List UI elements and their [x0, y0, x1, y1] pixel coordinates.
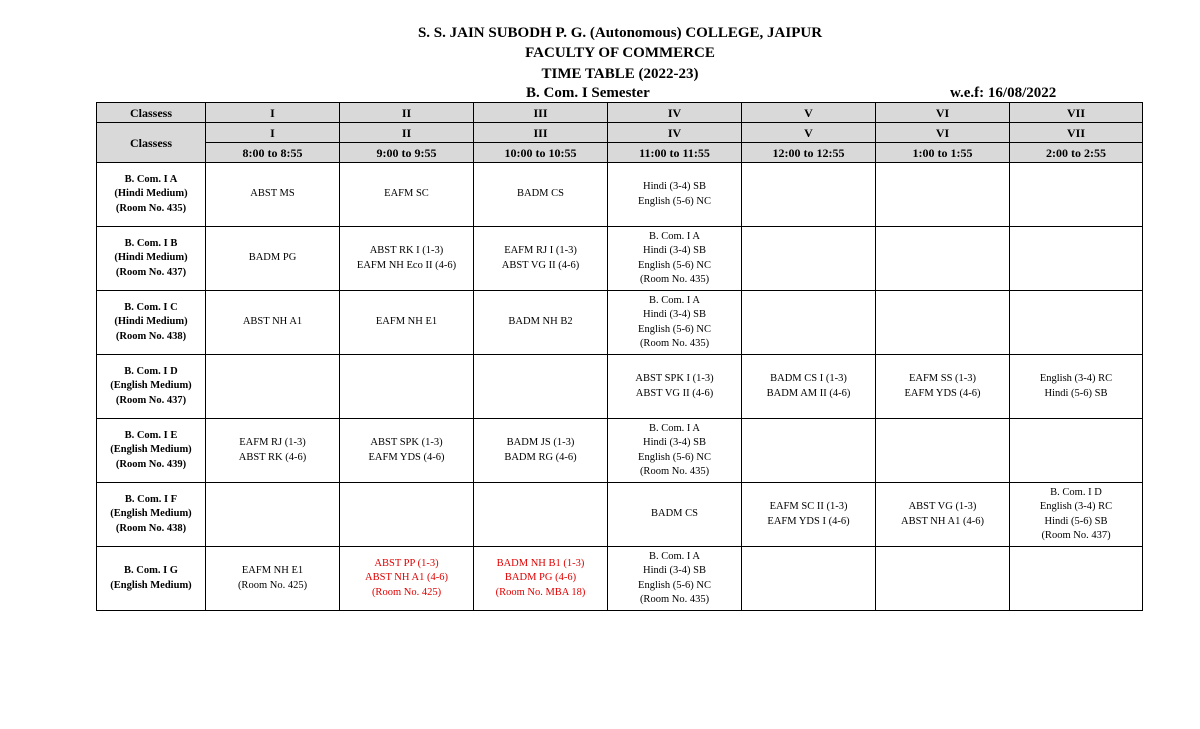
schedule-line: B. Com. I A — [648, 422, 701, 434]
period-header-cell: II — [340, 103, 474, 123]
schedule-line: Hindi (3-4) SB — [643, 437, 706, 448]
schedule-cell — [340, 419, 474, 483]
class-name-line: (Hindi Medium) — [114, 316, 188, 328]
class-row — [97, 419, 1143, 483]
schedule-cell — [340, 227, 474, 291]
class-name-line: B. Com. I A — [124, 173, 178, 185]
schedule-cell — [1010, 355, 1143, 419]
period-header-cell: VI — [876, 103, 1010, 123]
class-name-cell — [97, 547, 206, 611]
wef-date: w.e.f: 16/08/2022 — [950, 85, 1057, 101]
period-header-cell: V — [742, 123, 876, 143]
schedule-line: B. Com. I D — [1050, 486, 1102, 498]
schedule-line: English (3-4) RC — [1039, 501, 1113, 512]
schedule-line: Hindi (3-4) SB — [643, 181, 706, 192]
class-name-line: (English Medium) — [110, 508, 192, 520]
class-name-line: (Room No. 437) — [115, 266, 187, 278]
timetable-title: TIME TABLE (2022-23) — [541, 66, 699, 82]
time-header-row — [97, 143, 1143, 163]
schedule-line: BADM CS I (1-3) — [770, 373, 847, 384]
schedule-line: (Room No. 425) — [237, 579, 308, 591]
class-name-cell — [97, 291, 206, 355]
class-name-line: B. Com. I F — [124, 493, 178, 505]
classes-header-cell: Classess — [97, 103, 206, 123]
schedule-cell — [742, 227, 876, 291]
schedule-line: Hindi (3-4) SB — [643, 309, 706, 320]
class-row — [97, 547, 1143, 611]
schedule-line: Hindi (5-6) SB — [1044, 515, 1108, 527]
schedule-line: ABST VG II (4-6) — [501, 259, 580, 271]
period-header-cell: I — [206, 123, 340, 143]
period-header-cell: II — [340, 123, 474, 143]
class-row — [97, 227, 1143, 291]
schedule-line: (Room No. 435) — [639, 466, 710, 477]
semester-label: B. Com. I Semester — [526, 85, 650, 101]
schedule-cell — [206, 483, 340, 547]
period-header-cell: VI — [876, 123, 1010, 143]
class-row — [97, 163, 1143, 227]
schedule-line: (Room No. 425) — [371, 586, 442, 598]
schedule-line: ABST RK (4-6) — [238, 451, 307, 463]
schedule-cell — [876, 483, 1010, 547]
period-header-row — [97, 103, 1143, 123]
schedule-cell — [474, 163, 608, 227]
schedule-line: EAFM YDS (4-6) — [904, 387, 981, 399]
period-header-cell: I — [206, 103, 340, 123]
schedule-line: BADM CS — [651, 508, 698, 520]
schedule-line: BADM PG (4-6) — [504, 572, 577, 584]
schedule-cell — [742, 355, 876, 419]
schedule-line: BADM JS (1-3) — [506, 437, 575, 448]
schedule-line: ABST VG II (4-6) — [635, 387, 714, 399]
time-header-cell: 10:00 to 10:55 — [474, 143, 608, 163]
schedule-line: B. Com. I A — [648, 230, 701, 242]
schedule-line: English (5-6) NC — [638, 451, 711, 463]
schedule-cell — [206, 291, 340, 355]
schedule-line: EAFM NH Eco II (4-6) — [356, 259, 457, 271]
schedule-cell — [608, 355, 742, 419]
period-header-cell: III — [474, 103, 608, 123]
period-header-cell: IV — [608, 103, 742, 123]
schedule-line: B. Com. I A — [648, 294, 701, 306]
schedule-cell — [608, 291, 742, 355]
schedule-line: English (5-6) NC — [638, 195, 711, 207]
classes-header-cell: Classess — [97, 123, 206, 163]
class-name-line: (Hindi Medium) — [114, 252, 188, 264]
time-header-cell: 9:00 to 9:55 — [340, 143, 474, 163]
class-name-line: (English Medium) — [110, 579, 192, 591]
schedule-line: ABST NH A1 (4-6) — [365, 572, 448, 584]
schedule-cell — [474, 547, 608, 611]
period-header-cell: III — [474, 123, 608, 143]
schedule-line: EAFM RJ (1-3) — [239, 437, 306, 448]
schedule-line: ABST NH A1 (4-6) — [901, 515, 984, 527]
schedule-line: B. Com. I A — [648, 550, 701, 562]
schedule-line: English (5-6) NC — [638, 323, 711, 335]
schedule-line: BADM RG (4-6) — [504, 451, 577, 463]
schedule-cell — [742, 163, 876, 227]
schedule-line: BADM PG — [248, 252, 297, 264]
schedule-line: EAFM NH E1 — [241, 565, 304, 576]
schedule-cell — [876, 291, 1010, 355]
timetable — [96, 102, 1143, 611]
schedule-cell — [876, 547, 1010, 611]
schedule-cell — [340, 547, 474, 611]
schedule-line: EAFM RJ I (1-3) — [504, 245, 577, 256]
schedule-cell — [206, 355, 340, 419]
faculty-title: FACULTY OF COMMERCE — [525, 45, 715, 61]
schedule-line: ABST NH A1 — [242, 316, 303, 328]
class-name-cell — [97, 483, 206, 547]
period-header-cell: VII — [1010, 123, 1143, 143]
class-name-line: (Room No. 438) — [115, 522, 187, 534]
schedule-cell — [340, 291, 474, 355]
schedule-line: BADM NH B2 — [508, 316, 573, 328]
class-row — [97, 291, 1143, 355]
schedule-cell — [608, 483, 742, 547]
class-row — [97, 483, 1143, 547]
schedule-cell — [1010, 291, 1143, 355]
schedule-line: ABST SPK (1-3) — [370, 437, 443, 448]
schedule-line: English (3-4) RC — [1039, 373, 1113, 384]
class-row — [97, 355, 1143, 419]
class-name-line: (Room No. 438) — [115, 330, 187, 342]
class-name-line: B. Com. I E — [124, 429, 178, 441]
schedule-line: ABST RK I (1-3) — [369, 245, 444, 256]
schedule-line: (Room No. 435) — [639, 594, 710, 605]
schedule-line: ABST SPK I (1-3) — [635, 373, 714, 384]
time-header-cell: 12:00 to 12:55 — [742, 143, 876, 163]
schedule-line: EAFM SC — [384, 188, 429, 200]
schedule-cell — [1010, 483, 1143, 547]
time-header-cell: 11:00 to 11:55 — [608, 143, 742, 163]
class-name-line: B. Com. I B — [124, 237, 178, 249]
class-name-line: (English Medium) — [110, 380, 192, 392]
schedule-line: (Room No. 435) — [639, 274, 710, 285]
time-header-cell: 1:00 to 1:55 — [876, 143, 1010, 163]
schedule-line: EAFM SC II (1-3) — [769, 501, 848, 512]
class-name-line: B. Com. I C — [124, 301, 178, 313]
schedule-line: EAFM NH E1 — [375, 316, 438, 328]
class-name-line: (Room No. 437) — [115, 394, 187, 406]
schedule-line: ABST VG (1-3) — [908, 501, 977, 512]
schedule-cell — [742, 483, 876, 547]
schedule-cell — [876, 355, 1010, 419]
schedule-cell — [340, 483, 474, 547]
schedule-cell — [742, 291, 876, 355]
time-header-cell: 2:00 to 2:55 — [1010, 143, 1143, 163]
class-name-cell — [97, 355, 206, 419]
schedule-cell — [876, 163, 1010, 227]
schedule-cell — [1010, 163, 1143, 227]
schedule-cell — [608, 547, 742, 611]
schedule-cell — [608, 227, 742, 291]
schedule-cell — [474, 419, 608, 483]
schedule-line: (Room No. 435) — [639, 338, 710, 349]
class-name-cell — [97, 227, 206, 291]
class-name-line: B. Com. I G — [124, 565, 178, 576]
timetable-body — [97, 103, 1143, 611]
schedule-line: Hindi (3-4) SB — [643, 565, 706, 576]
schedule-line: English (5-6) NC — [638, 579, 711, 591]
schedule-cell — [340, 163, 474, 227]
schedule-cell — [474, 483, 608, 547]
schedule-cell — [474, 291, 608, 355]
schedule-line: EAFM YDS (4-6) — [368, 451, 445, 463]
schedule-cell — [474, 355, 608, 419]
class-name-cell — [97, 163, 206, 227]
class-name-line: B. Com. I D — [124, 365, 178, 377]
time-header-cell: 8:00 to 8:55 — [206, 143, 340, 163]
schedule-cell — [1010, 419, 1143, 483]
schedule-cell — [608, 163, 742, 227]
schedule-line: BADM CS — [517, 188, 564, 200]
schedule-line: (Room No. MBA 18) — [495, 586, 586, 598]
class-name-line: (Room No. 435) — [115, 202, 187, 214]
schedule-line: Hindi (3-4) SB — [643, 245, 706, 256]
schedule-cell — [1010, 227, 1143, 291]
schedule-line: BADM AM II (4-6) — [766, 387, 851, 399]
schedule-cell — [608, 419, 742, 483]
schedule-cell — [206, 419, 340, 483]
college-title: S. S. JAIN SUBODH P. G. (Autonomous) COLLEGE, JAIPUR — [417, 25, 823, 41]
schedule-cell — [876, 419, 1010, 483]
schedule-line: EAFM YDS I (4-6) — [767, 515, 850, 527]
schedule-line: BADM NH B1 (1-3) — [496, 557, 585, 569]
schedule-cell — [340, 355, 474, 419]
schedule-line: ABST MS — [250, 188, 295, 200]
schedule-cell — [742, 419, 876, 483]
class-name-line: (Room No. 439) — [115, 458, 187, 470]
period-header-cell: V — [742, 103, 876, 123]
schedule-cell — [876, 227, 1010, 291]
period-header-cell: VII — [1010, 103, 1143, 123]
period-header-cell: IV — [608, 123, 742, 143]
schedule-cell — [474, 227, 608, 291]
schedule-cell — [742, 547, 876, 611]
schedule-cell — [206, 163, 340, 227]
schedule-cell — [1010, 547, 1143, 611]
schedule-line: Hindi (5-6) SB — [1044, 387, 1108, 399]
class-name-cell — [97, 419, 206, 483]
schedule-line: English (5-6) NC — [638, 259, 711, 271]
period-header-row — [97, 123, 1143, 143]
schedule-cell — [206, 547, 340, 611]
class-name-line: (Hindi Medium) — [114, 188, 188, 200]
class-name-line: (English Medium) — [110, 444, 192, 456]
schedule-line: (Room No. 437) — [1041, 530, 1111, 541]
schedule-cell — [206, 227, 340, 291]
schedule-line: EAFM SS (1-3) — [908, 373, 977, 384]
schedule-line: ABST PP (1-3) — [374, 557, 439, 569]
